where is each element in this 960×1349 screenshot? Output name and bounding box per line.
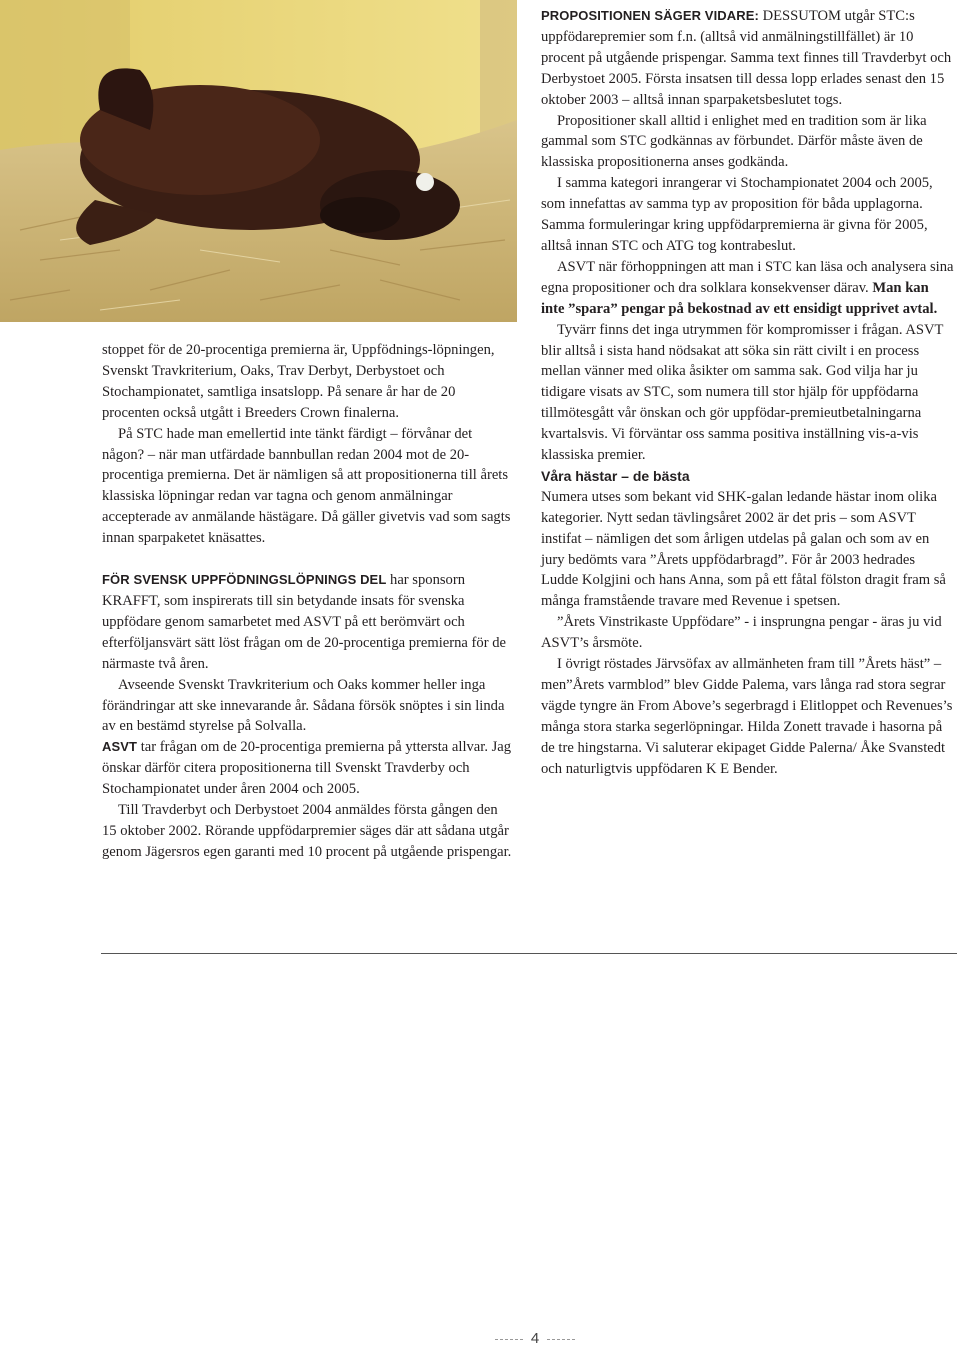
paragraph-bold: Man kan inte ”spara” pengar på bekostnad av ett ensidigt upprivet avtal. xyxy=(541,279,938,317)
page-number: 4 xyxy=(530,1330,540,1347)
paragraph xyxy=(102,737,512,800)
photo-horse-with-foal xyxy=(0,0,517,322)
paragraph: ”Årets Vinstrikaste Uppfödare” - i insprungna pengar - äras ju vid ASVT’s årsmöte. xyxy=(541,614,942,652)
paragraph: Till Travderbyt och Derbystoet 2004 anmäldes första gången den 15 oktober 2002. Rörande uppfödarpremier säges där att sådana utgår genom Jägersros egen garanti med 10 procent på utgående prispengar. xyxy=(102,802,512,860)
paragraph-lead: FÖR SVENSK UPPFÖDNINGSLÖPNINGS DEL xyxy=(102,572,387,588)
paragraph xyxy=(102,570,512,675)
paragraph-lead: PROPOSITIONEN SÄGER VIDARE: xyxy=(541,8,759,23)
left-text-column xyxy=(102,340,512,863)
paragraph: Tyvärr finns det inga utrymmen för kompromisser i frågan. ASVT blir alltså i sista hand nödsakat att söka sin rätt civilt i en process mellan vänner med olika åsikter om samma sak. God vilja har ju tidigare visats av STC, som numera till stor hjälp för uppfödarna tillmötesgått vår önskan och gör uppfödar-premieutbetalningarna kvartalsvis. Vi förväntar oss samma positiva inställning vis-a-vis klassiska premier. xyxy=(541,321,944,464)
horse-foal-illustration xyxy=(0,0,517,322)
paragraph xyxy=(541,6,955,111)
dash-ornament xyxy=(547,1339,575,1340)
paragraph-text: DESSUTOM utgår STC:s uppfödarepremier som f.n. (alltså vid anmälningstillfället) är 10 procent på utgående prispengar. Samma text finnes till Travderbyt och Derbystoet 2005. Första insatsen till dessa lopp erlades senast den 15 oktober 2003 – alltså innan sparpaketsbeslutet togs. xyxy=(541,8,952,108)
paragraph-text: har sponsorn KRAFFT, som inspirerats till sin betydande insats för svenska uppfödare genom samarbetet med ASVT på ett berömvärt och efterföljansvärt sätt löst frågan om de 20-procentiga premierna för de närmaste två åren. xyxy=(102,572,507,672)
paragraph xyxy=(541,257,955,320)
paragraph-text: ASVT när förhoppningen att man i STC kan läsa och analysera sina egna propositioner och dra solklara konsekvenser därav. xyxy=(541,258,954,296)
paragraph: stoppet för de 20-procentiga premierna är, Uppfödnings-löpningen, Svenskt Travkriterium, Oaks, Trav Derbyt, Derbystoet och Stochampionatet, samtliga insatslopp. På senare år har de 20 procenten också utgått i Breeders Crown finalerna. xyxy=(102,342,495,421)
horizontal-rule xyxy=(101,953,957,954)
paragraph: Avseende Svenskt Travkriterium och Oaks kommer heller inga förändringar att ske innevarande år. Sådana försök snöptes i sin linda av en bestämd styrelse på Solvalla. xyxy=(102,676,505,735)
paragraph: Numera utses som bekant vid SHK-galan ledande hästar inom olika kategorier. Nytt sedan tävlingsåret 2002 är det pris – som ASVT instifat – nämligen det som årligen utdelas på galan och som av en jury bedömts vara ”Årets uppfödarbragd”. För år 2003 hedrades Ludde Kolgjini och hans Anna, som på ett fåtal fölston dragit fram så många framstående travare med Revenue i spetsen. xyxy=(541,488,946,610)
paragraph: Propositioner skall alltid i enlighet med en tradition som är lika gammal som STC godkännas av förbundet. Därför måste även de klassiska propositionerna anses godkända. xyxy=(541,112,927,171)
paragraph-text: tar frågan om de 20-procentiga premierna på yttersta allvar. Jag önskar därför citera propositionerna till Svenskt Travderby och Stochampionatet under åren 2004 och 2005. xyxy=(102,739,512,798)
paragraph: I samma kategori inrangerar vi Stochampionatet 2004 och 2005, som innefattas av samma typ av proposition för båda upplagorna. Samma formuleringar kring uppfödarpremierna är givna för 2005, alltså innan STC och ATG tog kontrabeslut. xyxy=(541,175,933,254)
paragraph: I övrigt röstades Järvsöfax av allmänheten fram till ”Årets häst” – men”Årets varmblod” blev Gidde Palema, vars långa rad stora segrar vägde tyngre än From Above’s segerbragd i Elitloppet och Revenues’s många stora starka segerlöpningar. Hilda Zonett travade i hasorna på de tre hingstarna. Vi saluterar ekipaget Gidde Palerna/ Åke Svanstedt och naturligtvis uppfödaren K E Bender. xyxy=(541,656,953,777)
paragraph: På STC hade man emellertid inte tänkt färdigt – förvånar det någon? – när man utfärdade bannbullan redan 2004 mot de 20-procentiga premierna. Det är nämligen så att propositionerna till årets klassiska löpningar redan var tagna och genom anmälningar accepterade av anmälande hästägare. Då gäller givetvis vad som sagts innan sparpaketet knäsattes. xyxy=(102,425,511,547)
dash-ornament xyxy=(495,1339,523,1340)
paragraph-lead: ASVT xyxy=(102,739,138,755)
page-footer xyxy=(470,1330,600,1347)
right-text-column xyxy=(541,6,955,780)
section-heading: Våra hästar – de bästa xyxy=(541,467,690,484)
